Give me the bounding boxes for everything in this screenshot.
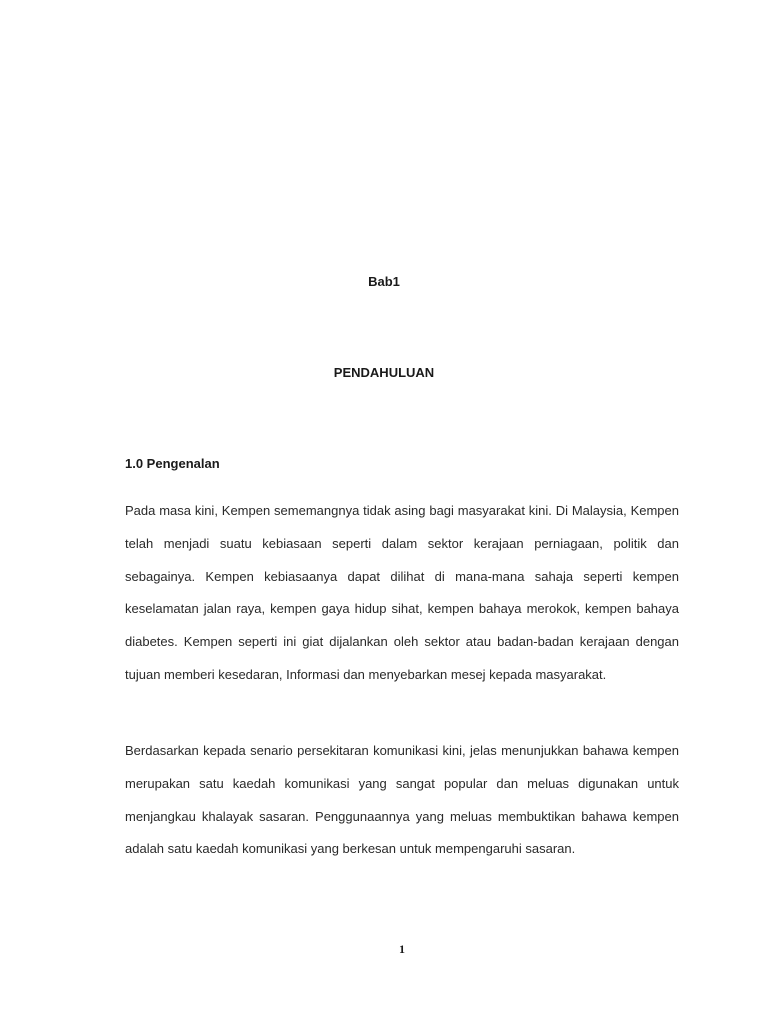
page-number: 1 (399, 942, 405, 956)
paragraph-2: Berdasarkan kepada senario persekitaran komunikasi kini, jelas menunjukkan bahawa kempen merupakan satu kaedah komunikasi yang sangat popular dan meluas digunakan untuk menjangkau khalayak sasaran. Penggunaannya yang meluas membuktikan bahawa kempen adalah satu kaedah komunikasi yang berkesan untuk mempengaruhi sasaran. (125, 743, 679, 857)
chapter-label: Bab1 (368, 274, 400, 289)
section-heading: 1.0 Pengenalan (125, 456, 220, 471)
chapter-title: PENDAHULUAN (333, 365, 435, 380)
paragraph-1: Pada masa kini, Kempen sememangnya tidak asing bagi masyarakat kini. Di Malaysia, Kempen telah menjadi suatu kebiasaan seperti dalam sektor kerajaan perniagaan, politik dan sebagainya. Kempen kebiasaanya dapat dilihat di mana-mana sahaja seperti kempen keselamatan jalan raya, kempen gaya hidup sihat, kempen bahaya merokok, kempen bahaya diabetes. Kempen seperti ini giat dijalankan oleh sektor atau badan-badan kerajaan dengan tujuan memberi kesedaran, Informasi dan menyebarkan mesej kepada masyarakat. (125, 503, 679, 682)
